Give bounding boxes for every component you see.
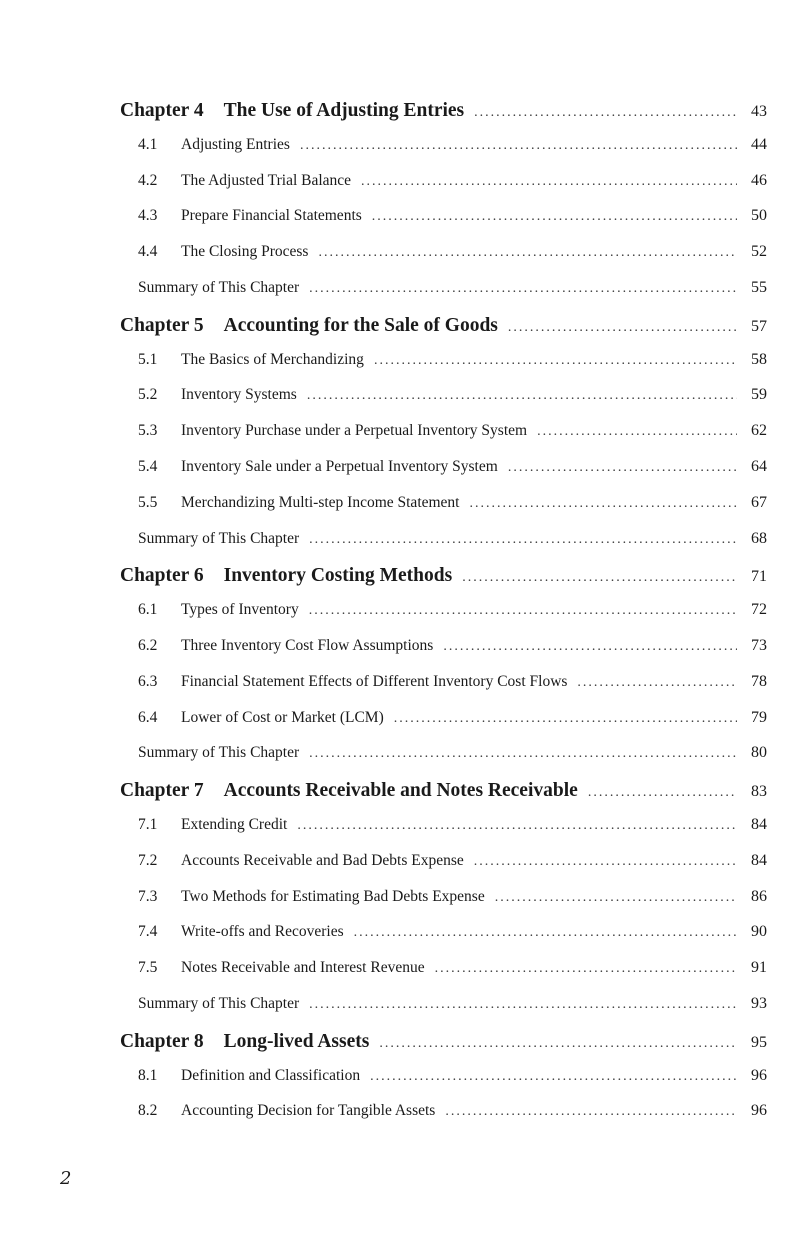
- toc-page-number: 62: [751, 422, 767, 440]
- toc-page-number: 71: [751, 568, 767, 586]
- toc-row: [138, 1067, 767, 1097]
- toc-row: [138, 136, 767, 166]
- toc-page-number: 55: [751, 279, 767, 296]
- toc-page-number: 46: [751, 171, 767, 189]
- toc-title: Two Methods for Estimating Bad Debts Expense: [181, 887, 485, 905]
- toc-row: [120, 1031, 767, 1061]
- toc-number: 4.4: [138, 243, 158, 261]
- toc-number: Chapter 8: [120, 1030, 204, 1052]
- toc-page-number: 59: [751, 386, 767, 404]
- toc-page-number: 44: [751, 135, 767, 153]
- toc-section: [0, 207, 790, 237]
- toc-title: Summary of This Chapter: [138, 995, 300, 1012]
- toc-page-number: 73: [751, 637, 767, 654]
- toc-chapter: [0, 1031, 790, 1061]
- toc-number: 5.3: [138, 422, 158, 440]
- toc-page-number: 64: [751, 458, 767, 475]
- toc-section: [0, 637, 790, 667]
- toc-row: [138, 923, 767, 953]
- toc-title: Merchandizing Multi-step Income Statement: [181, 493, 460, 511]
- toc-page-number: 79: [751, 708, 767, 726]
- toc-number: 6.3: [138, 672, 158, 690]
- toc-row: [120, 565, 767, 595]
- toc-title: Lower of Cost or Market (LCM): [181, 708, 384, 726]
- dot-leader: [537, 424, 737, 440]
- toc-number: 5.5: [138, 493, 158, 511]
- toc-title: Notes Receivable and Interest Revenue: [181, 959, 425, 977]
- toc-row: [138, 351, 767, 381]
- toc-title: Inventory Systems: [181, 386, 297, 404]
- toc-row: [138, 458, 767, 488]
- toc-number: Chapter 4: [120, 100, 204, 121]
- toc-number: 6.4: [138, 708, 158, 726]
- toc-number: 4.2: [138, 171, 158, 189]
- toc-page-number: 50: [751, 207, 767, 225]
- dot-leader: [495, 890, 737, 906]
- toc-page-number: 58: [751, 350, 767, 368]
- toc-row: [138, 279, 767, 309]
- toc-title: Summary of This Chapter: [138, 529, 300, 547]
- toc-row: [138, 422, 767, 452]
- toc-title: Types of Inventory: [181, 601, 299, 619]
- toc-title: Definition and Classification: [181, 1066, 361, 1084]
- toc-page-number: 78: [751, 672, 767, 690]
- toc-title: Long-lived Assets: [223, 1030, 370, 1052]
- toc-row: [120, 780, 767, 810]
- toc-section: [0, 494, 790, 524]
- toc-page-number: 67: [751, 493, 767, 511]
- toc-section: [0, 1067, 790, 1097]
- toc-page-number: 80: [751, 744, 767, 762]
- toc-chapter: [0, 565, 790, 595]
- dot-leader: [445, 1104, 737, 1120]
- dot-leader: [309, 532, 737, 548]
- toc-title: Write-offs and Recoveries: [181, 923, 344, 941]
- toc-row: [138, 673, 767, 703]
- dot-leader: [309, 281, 737, 297]
- toc-number: Chapter 6: [120, 565, 204, 587]
- toc-title: Summary of This Chapter: [138, 279, 300, 296]
- toc-section: [0, 136, 790, 166]
- toc-page-number: 96: [751, 1102, 767, 1120]
- toc-row: [138, 172, 767, 202]
- toc-title: Financial Statement Effects of Different Inventory Cost Flows: [181, 672, 568, 690]
- toc-row: [138, 959, 767, 989]
- toc-page-number: 90: [751, 923, 767, 941]
- toc-number: 8.1: [138, 1066, 158, 1084]
- toc-title: Inventory Costing Methods: [223, 565, 453, 587]
- toc-summary: [0, 279, 790, 309]
- toc-title: Summary of This Chapter: [138, 744, 300, 762]
- dot-leader: [443, 639, 737, 655]
- dot-leader: [474, 105, 737, 121]
- toc-row: [138, 852, 767, 882]
- dot-leader: [307, 388, 737, 404]
- toc-page-number: 84: [751, 816, 767, 833]
- toc-row: [120, 100, 767, 130]
- toc-section: [0, 422, 790, 452]
- toc-page-number: 57: [751, 317, 767, 335]
- toc-number: 4.3: [138, 207, 158, 225]
- toc-section: [0, 709, 790, 739]
- toc-number: 7.2: [138, 851, 158, 869]
- toc-number: 7.1: [138, 816, 158, 833]
- toc-title: Inventory Purchase under a Perpetual Inventory System: [181, 422, 528, 440]
- toc-section: [0, 601, 790, 631]
- toc-number: 8.2: [138, 1102, 158, 1120]
- dot-leader: [318, 245, 737, 261]
- toc-row: [120, 315, 767, 345]
- toc-title: Accounting Decision for Tangible Assets: [181, 1102, 436, 1120]
- dot-leader: [300, 138, 737, 154]
- toc-row: [138, 243, 767, 273]
- dot-leader: [508, 460, 737, 476]
- toc-section: [0, 458, 790, 488]
- toc-number: 5.1: [138, 350, 158, 368]
- toc-number: Chapter 7: [120, 780, 204, 802]
- toc-row: [138, 530, 767, 560]
- toc-title: The Basics of Merchandizing: [181, 350, 364, 368]
- toc-title: Accounting for the Sale of Goods: [223, 314, 498, 336]
- toc-chapter: [0, 315, 790, 345]
- toc-page-number: 96: [751, 1066, 767, 1084]
- toc-page-number: 68: [751, 529, 767, 547]
- toc-summary: [0, 995, 790, 1025]
- toc-title: Prepare Financial Statements: [181, 207, 362, 225]
- toc-page-number: 93: [751, 995, 767, 1012]
- toc-chapter: [0, 100, 790, 130]
- toc-row: [138, 207, 767, 237]
- toc-title: Accounts Receivable and Bad Debts Expense: [181, 851, 464, 869]
- dot-leader: [462, 570, 737, 586]
- toc-section: [0, 816, 790, 846]
- toc-page-number: 43: [751, 103, 767, 120]
- toc-title: The Closing Process: [181, 243, 309, 261]
- toc-chapter: [0, 780, 790, 810]
- toc-number: 7.3: [138, 887, 158, 905]
- toc-section: [0, 852, 790, 882]
- toc-row: [138, 601, 767, 631]
- toc-section: [0, 673, 790, 703]
- toc-summary: [0, 530, 790, 560]
- toc-page-number: 84: [751, 851, 767, 869]
- toc-title: Extending Credit: [181, 816, 288, 833]
- dot-leader: [370, 1069, 737, 1085]
- toc-section: [0, 923, 790, 953]
- dot-leader: [374, 353, 737, 369]
- dot-leader: [470, 496, 738, 512]
- page-number: 2: [60, 1168, 72, 1189]
- toc-page-number: 52: [751, 243, 767, 261]
- dot-leader: [372, 209, 737, 225]
- toc-section: [0, 1102, 790, 1132]
- toc-section: [0, 386, 790, 416]
- toc-number: 5.2: [138, 386, 158, 404]
- dot-leader: [588, 785, 737, 801]
- dot-leader: [577, 675, 737, 691]
- dot-leader: [508, 320, 737, 336]
- toc-number: 7.5: [138, 959, 158, 977]
- toc-number: 5.4: [138, 458, 158, 475]
- toc-row: [138, 995, 767, 1025]
- toc-title: Three Inventory Cost Flow Assumptions: [181, 637, 434, 654]
- toc-number: Chapter 5: [120, 314, 204, 336]
- toc-section: [0, 888, 790, 918]
- toc-row: [138, 494, 767, 524]
- toc-row: [138, 709, 767, 739]
- toc-page-number: 72: [751, 601, 767, 619]
- toc-number: 6.1: [138, 601, 158, 619]
- dot-leader: [309, 746, 737, 762]
- toc-title: The Use of Adjusting Entries: [223, 100, 465, 121]
- toc-section: [0, 959, 790, 989]
- toc-row: [138, 386, 767, 416]
- toc-title: Inventory Sale under a Perpetual Inventory System: [181, 458, 498, 475]
- toc-section: [0, 351, 790, 381]
- toc-row: [138, 816, 767, 846]
- toc-row: [138, 744, 767, 774]
- toc-number: 6.2: [138, 637, 158, 654]
- toc-page-number: 95: [751, 1033, 767, 1051]
- toc-title: The Adjusted Trial Balance: [181, 171, 352, 189]
- toc-title: Accounts Receivable and Notes Receivable: [223, 780, 578, 802]
- toc-page-number: 86: [751, 887, 767, 905]
- toc-title: Adjusting Entries: [181, 135, 290, 153]
- dot-leader: [435, 961, 737, 977]
- dot-leader: [297, 818, 737, 834]
- toc-page-number: 91: [751, 959, 767, 977]
- dot-leader: [474, 854, 737, 870]
- toc-row: [138, 1102, 767, 1132]
- dot-leader: [354, 925, 737, 941]
- dot-leader: [361, 174, 737, 190]
- toc-row: [138, 888, 767, 918]
- toc-row: [138, 637, 767, 667]
- toc-section: [0, 243, 790, 273]
- dot-leader: [309, 603, 737, 619]
- toc-section: [0, 172, 790, 202]
- toc-number: 7.4: [138, 923, 158, 941]
- toc-summary: [0, 744, 790, 774]
- dot-leader: [394, 711, 737, 727]
- toc-number: 4.1: [138, 135, 158, 153]
- dot-leader: [309, 997, 737, 1013]
- toc-page-number: 83: [751, 783, 767, 801]
- dot-leader: [379, 1036, 737, 1052]
